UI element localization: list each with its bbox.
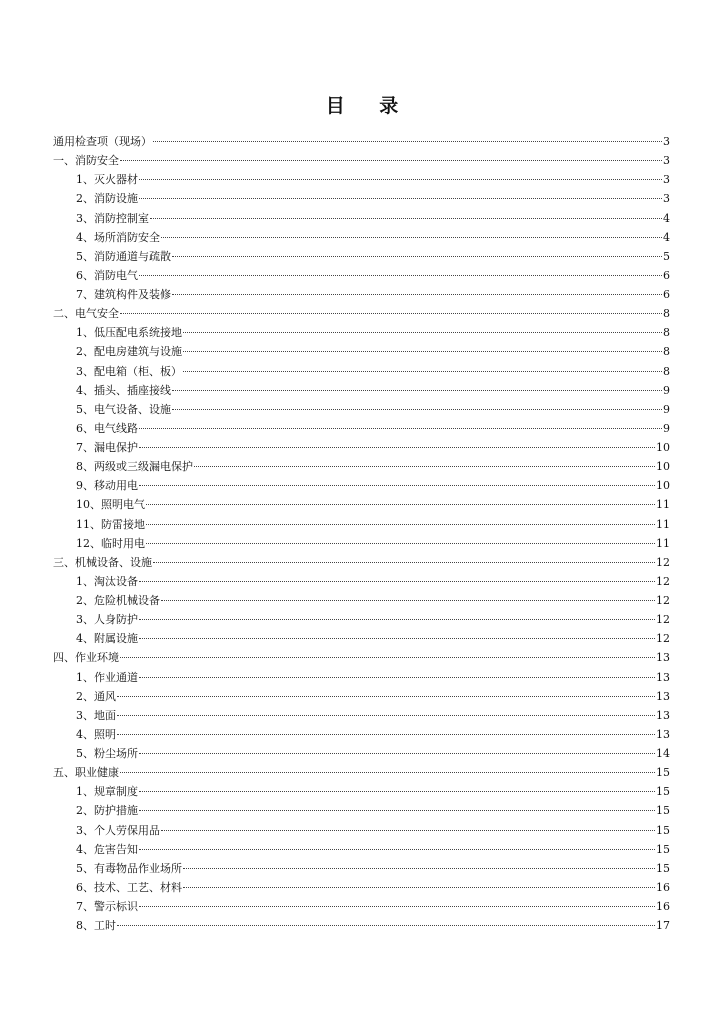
toc-page-number: 3 [663,135,670,148]
toc-page-number: 13 [656,651,670,665]
toc-entry[interactable] [53,495,670,514]
toc-entry-label: 6、电气线路 [76,421,138,435]
toc-dot-leader [117,734,655,735]
toc-dot-leader [146,543,655,544]
toc-entry-label: 5、粉尘场所 [76,747,138,760]
toc-entry[interactable] [53,323,670,342]
toc-dot-leader [150,218,662,219]
toc-entry[interactable] [53,209,670,228]
toc-entry[interactable] [53,897,670,916]
toc-dot-leader [139,810,655,811]
toc-dot-leader [183,887,655,888]
toc-entry[interactable] [53,610,670,629]
toc-entry[interactable] [53,706,670,725]
toc-page-number: 14 [656,747,670,760]
toc-page-number: 16 [656,900,670,913]
toc-page-number: 12 [656,555,670,569]
toc-dot-leader [139,638,655,639]
toc-entry[interactable] [53,687,670,706]
toc-page-number: 8 [663,345,670,359]
toc-entry-label: 2、防护措施 [76,804,138,818]
toc-page-number: 12 [656,613,670,627]
toc-entry[interactable] [53,801,670,820]
toc-page-number: 9 [663,421,670,435]
toc-page-number: 16 [656,880,670,894]
toc-entry-label: 8、两级或三级漏电保护 [76,460,193,474]
toc-dot-leader [183,332,662,333]
toc-dot-leader [139,753,655,754]
toc-entry-label: 3、配电箱（柜、板） [76,364,182,378]
toc-dot-leader [172,390,662,391]
toc-dot-leader [139,428,662,429]
toc-entry-label: 7、警示标识 [76,900,138,913]
toc-page-number: 15 [656,861,670,875]
toc-page-number: 5 [663,249,670,263]
toc-entry-label: 五、职业健康 [53,766,119,780]
toc-entry[interactable] [53,381,670,400]
toc-dot-leader [139,849,655,850]
toc-entry-label: 4、附属设施 [76,632,138,646]
toc-dot-leader [139,906,655,907]
toc-title: 目 录 [325,95,413,117]
toc-entry[interactable] [53,228,670,247]
toc-page-number: 15 [656,842,670,856]
toc-dot-leader [183,868,655,869]
toc-entry[interactable] [53,266,670,285]
toc-dot-leader [172,409,662,410]
toc-entry[interactable] [53,457,670,476]
toc-page-number: 10 [656,441,670,454]
toc-entry[interactable] [53,591,670,610]
toc-entry-label: 7、建筑构件及装修 [76,288,171,301]
toc-dot-leader [139,791,655,792]
toc-entry[interactable] [53,859,670,878]
toc-page-number: 12 [656,574,670,588]
toc-entry-label: 2、消防设施 [76,192,138,206]
toc-entry-label: 3、人身防护 [76,613,138,627]
toc-page-number: 13 [656,670,670,684]
toc-dot-leader [117,715,655,716]
toc-entry-label: 8、工时 [76,919,116,933]
toc-entry-label: 一、消防安全 [53,154,119,168]
toc-entry-label: 4、插头、插座接线 [76,383,171,397]
toc-page-number: 10 [656,460,670,474]
toc-entry-label: 1、作业通道 [76,670,138,684]
toc-entry-label: 11、防雷接地 [76,517,145,531]
toc-entry[interactable] [53,476,670,495]
toc-entry-label: 1、淘汰设备 [76,574,138,588]
toc-page-number: 11 [656,517,670,531]
toc-entry[interactable] [53,304,670,323]
toc-entry[interactable] [53,247,670,266]
toc-entry-label: 2、通风 [76,689,116,703]
toc-page-number: 15 [656,766,670,780]
toc-entry-label: 5、电气设备、设施 [76,402,171,416]
toc-page-number: 17 [656,919,670,933]
toc-page-number: 11 [656,498,670,512]
toc-dot-leader [161,830,655,831]
toc-entry[interactable] [53,170,670,189]
toc-dot-leader [183,351,662,352]
toc-page-number: 3 [663,192,670,206]
toc-page-number: 15 [656,823,670,837]
toc-page-number: 3 [663,173,670,187]
toc-entry-label: 4、场所消防安全 [76,230,160,244]
toc-entry-label: 1、灭火器材 [76,173,138,187]
toc-entry[interactable] [53,878,670,897]
toc-dot-leader [172,294,662,295]
toc-dot-leader [146,524,655,525]
toc-entry-label: 5、有毒物品作业场所 [76,861,182,875]
toc-entry-label: 通用检查项（现场） [53,135,152,148]
toc-list [53,132,670,935]
toc-page-number: 3 [663,154,670,168]
toc-dot-leader [172,256,662,257]
toc-entry[interactable] [53,534,670,553]
toc-entry[interactable] [53,763,670,782]
toc-page-number: 11 [656,536,670,550]
toc-entry[interactable] [53,151,670,170]
toc-dot-leader [139,275,662,276]
toc-entry-label: 10、照明电气 [76,498,145,512]
toc-page-number: 10 [656,479,670,493]
toc-entry-label: 3、个人劳保用品 [76,823,160,837]
toc-entry-label: 2、危险机械设备 [76,594,160,607]
toc-entry[interactable] [53,438,670,457]
toc-entry-label: 4、危害告知 [76,842,138,856]
toc-entry[interactable] [53,419,670,438]
toc-dot-leader [161,600,655,601]
toc-page-number: 8 [663,307,670,321]
toc-entry[interactable] [53,189,670,208]
toc-dot-leader [120,772,655,773]
toc-entry-label: 7、漏电保护 [76,441,138,454]
toc-entry-label: 3、地面 [76,708,116,722]
toc-dot-leader [139,581,655,582]
toc-entry[interactable] [53,744,670,763]
toc-page-number: 15 [656,785,670,799]
toc-dot-leader [183,371,662,372]
toc-dot-leader [139,677,655,678]
toc-dot-leader [139,447,655,448]
toc-entry[interactable] [53,132,670,151]
toc-entry[interactable] [53,821,670,840]
toc-entry[interactable] [53,916,670,935]
toc-entry-label: 1、规章制度 [76,785,138,799]
toc-dot-leader [117,925,655,926]
toc-entry-label: 5、消防通道与疏散 [76,249,171,263]
toc-page-number: 8 [663,326,670,340]
toc-entry[interactable] [53,725,670,744]
toc-dot-leader [139,619,655,620]
toc-entry[interactable] [53,400,670,419]
toc-entry-label: 9、移动用电 [76,479,138,493]
toc-entry[interactable] [53,362,670,381]
toc-entry-label: 2、配电房建筑与设施 [76,345,182,359]
toc-page-number: 12 [656,594,670,607]
toc-dot-leader [117,696,655,697]
toc-entry-label: 1、低压配电系统接地 [76,326,182,340]
toc-dot-leader [120,160,662,161]
toc-page-number: 13 [656,689,670,703]
toc-entry[interactable] [53,668,670,687]
toc-entry[interactable] [53,553,670,572]
toc-dot-leader [153,562,655,563]
toc-entry-label: 三、机械设备、设施 [53,555,152,569]
toc-entry-label: 二、电气安全 [53,307,119,321]
toc-dot-leader [153,141,662,142]
toc-page-number: 6 [663,288,670,301]
toc-entry-label: 6、消防电气 [76,268,138,282]
toc-entry-label: 6、技术、工艺、材料 [76,880,182,894]
toc-entry-label: 四、作业环境 [53,651,119,665]
toc-dot-leader [120,313,662,314]
toc-entry[interactable] [53,648,670,667]
toc-dot-leader [161,237,662,238]
toc-dot-leader [146,504,655,505]
toc-dot-leader [139,198,662,199]
toc-page-number: 13 [656,708,670,722]
toc-entry[interactable] [53,515,670,534]
toc-entry[interactable] [53,342,670,361]
toc-dot-leader [139,485,655,486]
toc-entry-label: 3、消防控制室 [76,211,149,225]
toc-page-number: 9 [663,402,670,416]
toc-page-number: 4 [663,211,670,225]
toc-entry-label: 4、照明 [76,727,116,741]
toc-dot-leader [120,657,655,658]
toc-dot-leader [139,179,662,180]
toc-page-number: 15 [656,804,670,818]
toc-entry[interactable] [53,629,670,648]
toc-dot-leader [194,466,655,467]
toc-entry[interactable] [53,572,670,591]
toc-entry-label: 12、临时用电 [76,536,145,550]
toc-page-number: 4 [663,230,670,244]
toc-entry[interactable] [53,840,670,859]
toc-page-number: 9 [663,383,670,397]
toc-page-number: 8 [663,364,670,378]
toc-entry[interactable] [53,782,670,801]
toc-page-number: 6 [663,268,670,282]
toc-entry[interactable] [53,285,670,304]
toc-page-number: 13 [656,727,670,741]
toc-page-number: 12 [656,632,670,646]
